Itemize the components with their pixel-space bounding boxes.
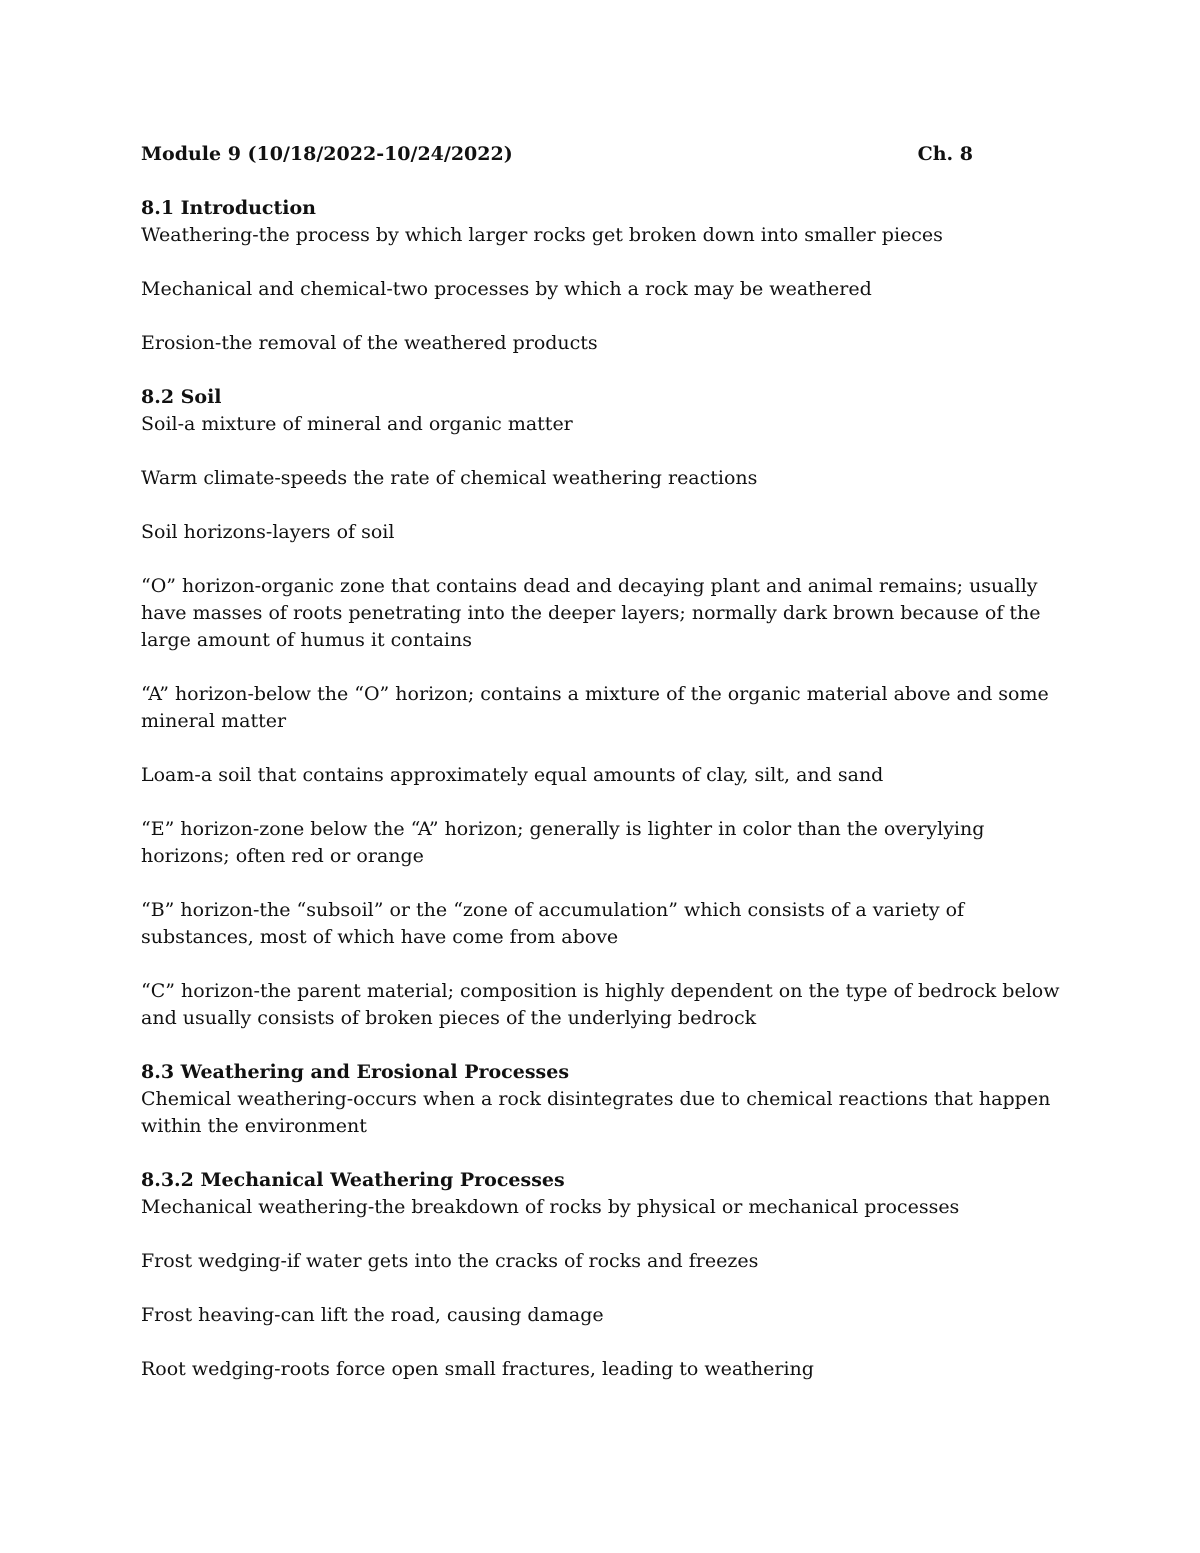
paragraph: “A” horizon-below the “O” horizon; contains a mixture of the organic material above and some mineral matter — [141, 683, 1049, 732]
paragraph: Chemical weathering-occurs when a rock disintegrates due to chemical reactions that happen within the environment — [141, 1088, 1051, 1137]
section-title: 8.2 Soil — [141, 386, 222, 408]
section-weathering-erosional — [141, 1059, 1061, 1140]
paragraph: Warm climate-speeds the rate of chemical weathering reactions — [141, 467, 758, 489]
paragraph: Mechanical weathering-the breakdown of rocks by physical or mechanical processes — [141, 1196, 960, 1218]
section-soil — [141, 384, 1061, 1032]
section-title: 8.3.2 Mechanical Weathering Processes — [141, 1169, 565, 1191]
document-page — [141, 141, 1061, 1383]
module-title: Module 9 (10/18/2022-10/24/2022) — [141, 143, 513, 165]
paragraph: Frost wedging-if water gets into the cracks of rocks and freezes — [141, 1250, 759, 1272]
section-intro — [141, 195, 1061, 357]
paragraph: “E” horizon-zone below the “A” horizon; generally is lighter in color than the overylying horizons; often red or orange — [141, 818, 985, 867]
paragraph: Soil-a mixture of mineral and organic matter — [141, 413, 573, 435]
paragraph: Root wedging-roots force open small fractures, leading to weathering — [141, 1358, 814, 1380]
document-header — [141, 141, 973, 168]
section-mechanical-weathering — [141, 1167, 1061, 1383]
paragraph: “B” horizon-the “subsoil” or the “zone of accumulation” which consists of a variety of substances, most of which have come from above — [141, 899, 965, 948]
paragraph: Erosion-the removal of the weathered products — [141, 332, 598, 354]
paragraph: Loam-a soil that contains approximately equal amounts of clay, silt, and sand — [141, 764, 884, 786]
paragraph: Weathering-the process by which larger rocks get broken down into smaller pieces — [141, 224, 943, 246]
paragraph: Mechanical and chemical-two processes by which a rock may be weathered — [141, 278, 872, 300]
paragraph: “O” horizon-organic zone that contains dead and decaying plant and animal remains; usually have masses of roots penetrating into the deeper layers; normally dark brown because of the large amount of humus it contains — [141, 575, 1041, 651]
chapter-label: Ch. 8 — [917, 143, 973, 165]
paragraph: “C” horizon-the parent material; composition is highly dependent on the type of bedrock below and usually consists of broken pieces of the underlying bedrock — [141, 980, 1060, 1029]
paragraph: Soil horizons-layers of soil — [141, 521, 395, 543]
section-title: 8.1 Introduction — [141, 197, 316, 219]
paragraph: Frost heaving-can lift the road, causing damage — [141, 1304, 604, 1326]
section-title: 8.3 Weathering and Erosional Processes — [141, 1061, 570, 1083]
